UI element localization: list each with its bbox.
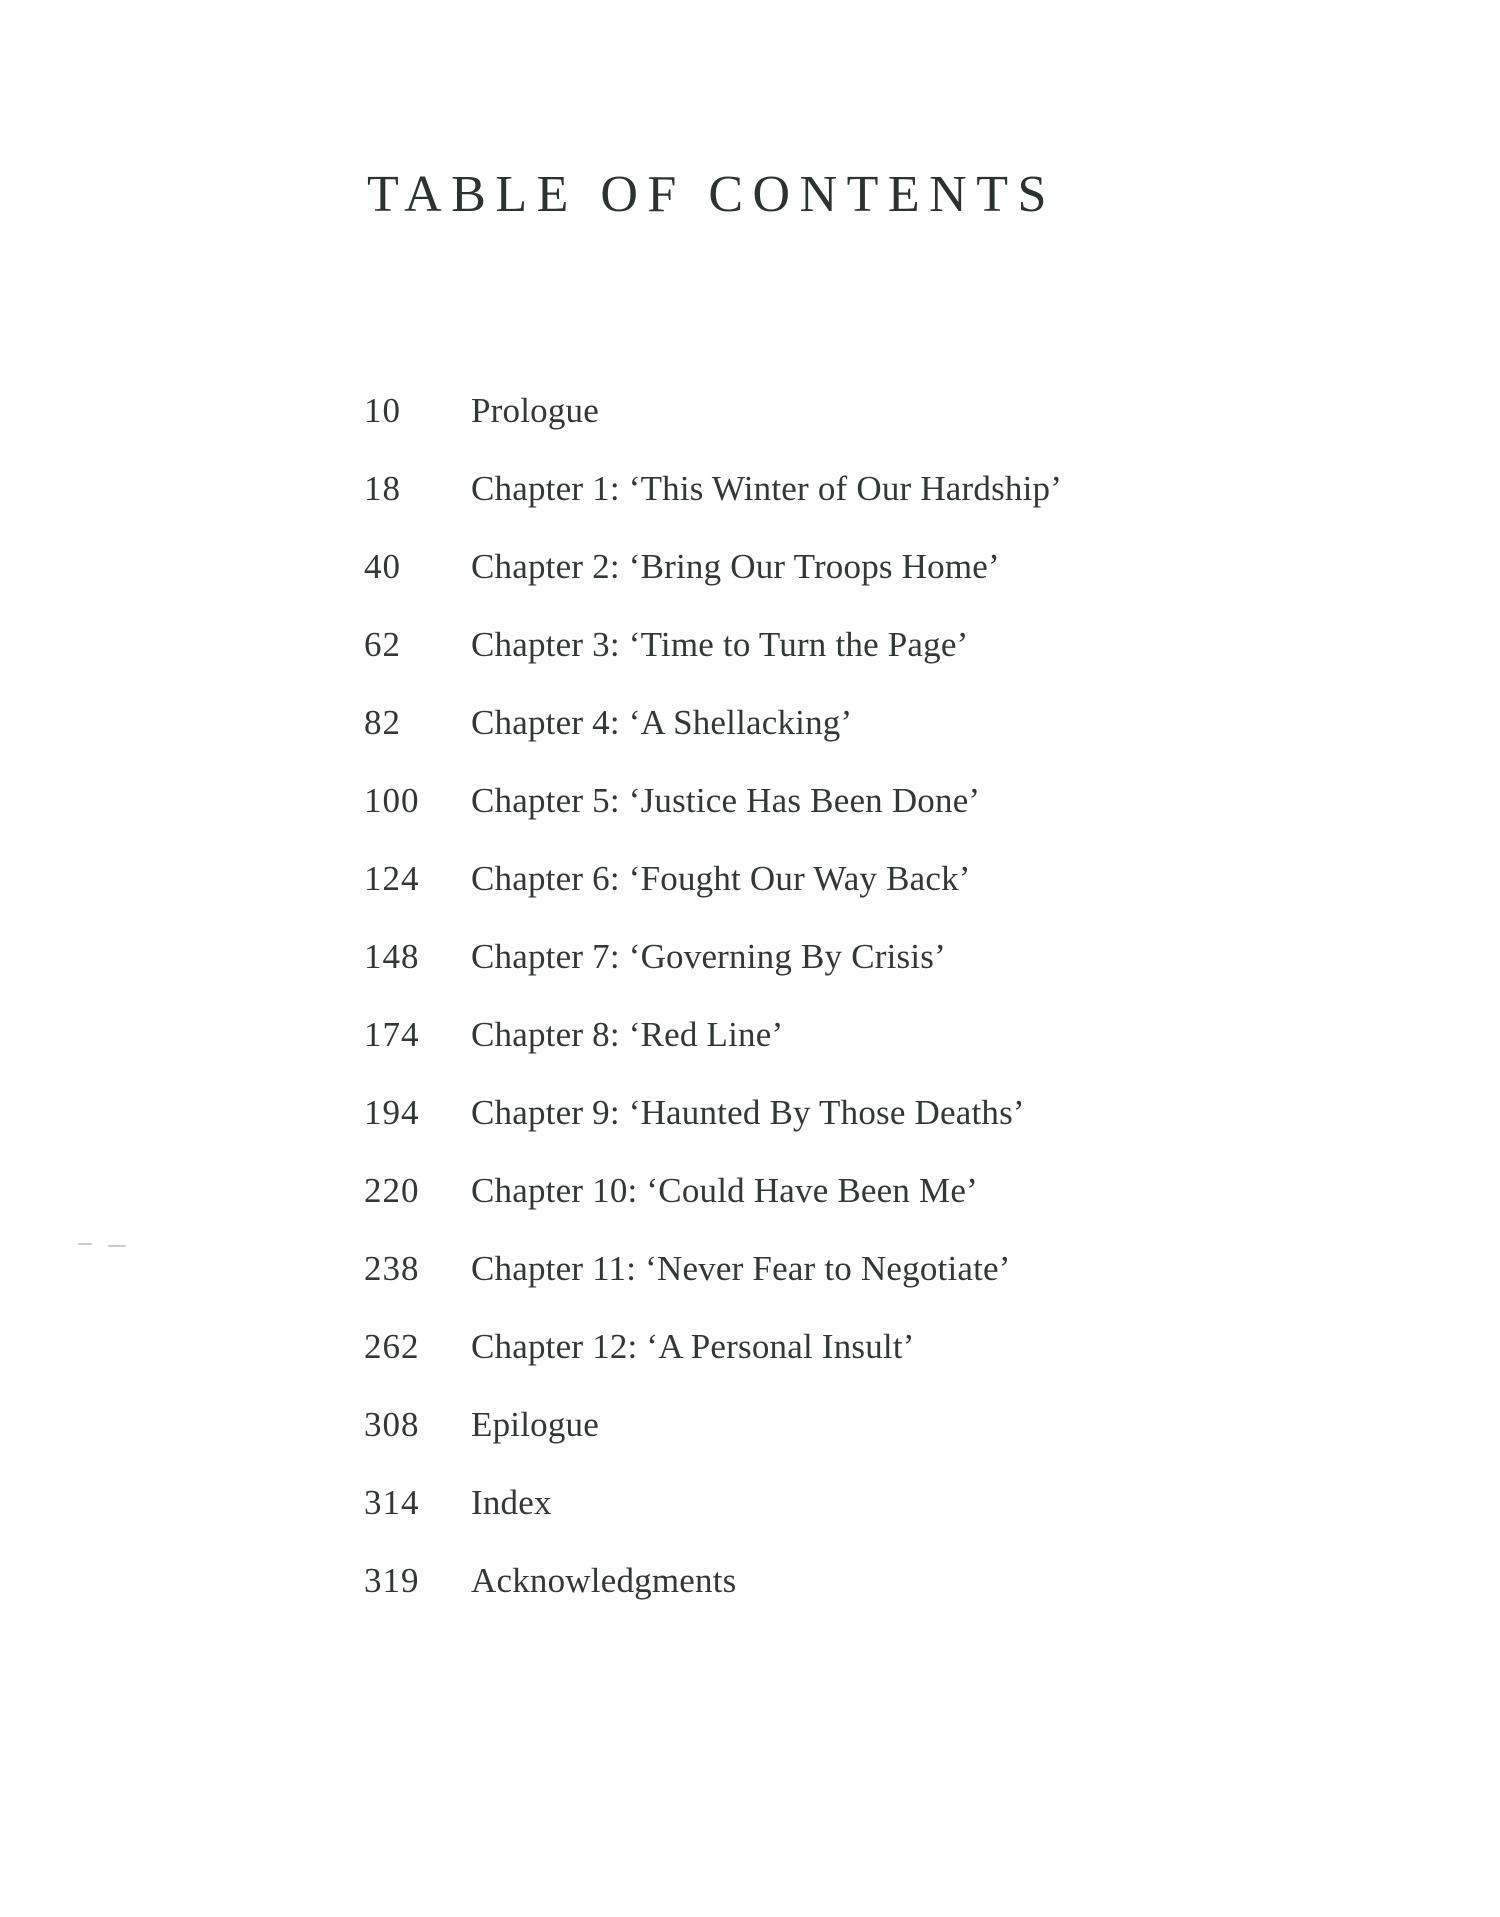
toc-entry <box>364 1152 1364 1230</box>
toc-entry <box>364 918 1364 996</box>
toc-page-number: 100 <box>364 781 420 820</box>
toc-entry <box>364 996 1364 1074</box>
toc-entry-label: Acknowledgments <box>471 1561 737 1600</box>
toc-entry <box>364 528 1364 606</box>
toc-page-number: 319 <box>364 1561 420 1600</box>
toc-entry-label: Chapter 7: ‘Governing By Crisis’ <box>471 937 946 976</box>
toc-entry <box>364 1386 1364 1464</box>
scan-mark <box>108 1245 126 1247</box>
toc-entry <box>364 840 1364 918</box>
toc-entry <box>364 372 1364 450</box>
toc-entry-label: Chapter 3: ‘Time to Turn the Page’ <box>471 625 969 664</box>
toc-page-number: 194 <box>364 1093 420 1132</box>
toc-entry <box>364 606 1364 684</box>
toc-entry <box>364 1308 1364 1386</box>
toc-entry-label: Prologue <box>471 391 599 430</box>
toc-page-number: 314 <box>364 1483 420 1522</box>
toc-page-number: 308 <box>364 1405 420 1444</box>
toc-entry <box>364 1074 1364 1152</box>
toc-entry <box>364 1464 1364 1542</box>
toc-page-number: 124 <box>364 859 420 898</box>
toc-page-number: 148 <box>364 937 420 976</box>
toc-entry <box>364 1542 1364 1620</box>
toc-entry-label: Chapter 1: ‘This Winter of Our Hardship’ <box>471 469 1063 508</box>
toc-entry <box>364 684 1364 762</box>
toc-entry-label: Chapter 2: ‘Bring Our Troops Home’ <box>471 547 1000 586</box>
toc-entry-label: Chapter 6: ‘Fought Our Way Back’ <box>471 859 971 898</box>
toc-page-number: 40 <box>364 547 401 586</box>
toc-page-number: 262 <box>364 1327 420 1366</box>
toc-entry-label: Chapter 12: ‘A Personal Insult’ <box>471 1327 915 1366</box>
toc-entry <box>364 1230 1364 1308</box>
toc-page-number: 10 <box>364 391 401 430</box>
scan-mark <box>78 1243 92 1245</box>
page-title: TABLE OF CONTENTS <box>367 166 1056 223</box>
toc-entry-label: Chapter 4: ‘A Shellacking’ <box>471 703 853 742</box>
toc-entry-label: Chapter 5: ‘Justice Has Been Done’ <box>471 781 981 820</box>
toc-page-number: 174 <box>364 1015 420 1054</box>
toc-page-number: 238 <box>364 1249 420 1288</box>
toc-page-number: 18 <box>364 469 401 508</box>
toc-entry-label: Index <box>471 1483 552 1522</box>
toc-entry-label: Chapter 11: ‘Never Fear to Negotiate’ <box>471 1249 1011 1288</box>
toc-entry <box>364 450 1364 528</box>
toc-entry-label: Epilogue <box>471 1405 599 1444</box>
toc-page-number: 62 <box>364 625 401 664</box>
toc-list <box>364 372 1364 1620</box>
toc-entry <box>364 762 1364 840</box>
toc-page-number: 220 <box>364 1171 420 1210</box>
toc-entry-label: Chapter 10: ‘Could Have Been Me’ <box>471 1171 978 1210</box>
toc-entry-label: Chapter 9: ‘Haunted By Those Deaths’ <box>471 1093 1025 1132</box>
toc-page-number: 82 <box>364 703 401 742</box>
toc-entry-label: Chapter 8: ‘Red Line’ <box>471 1015 784 1054</box>
